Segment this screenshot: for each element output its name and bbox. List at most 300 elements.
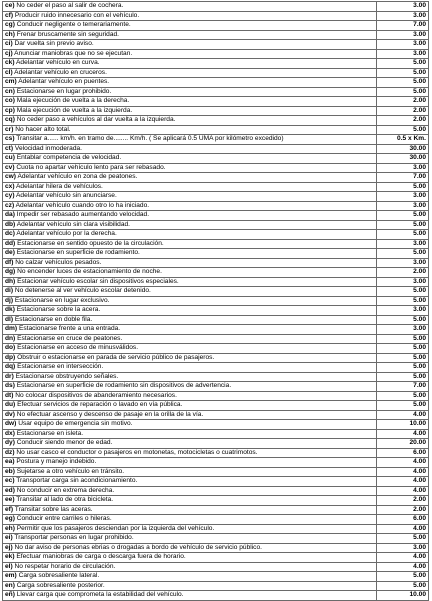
fine-description: No ceder paso a vehículos al dar vuelta a la izquierda.: [16, 116, 176, 124]
fine-description: Adelantar vehículo en puentes.: [18, 78, 110, 86]
fine-description: Producir ruido innecesario con el vehículo.: [14, 11, 140, 19]
fine-description: Impedir ser rebasado aumentando velocidad.: [16, 211, 150, 219]
fine-row: [3, 363, 429, 373]
fine-description: Adelantar vehículo sin anunciarse.: [16, 192, 117, 200]
fine-description: Transitar al lado de otra bicicleta.: [16, 496, 114, 504]
fine-description-cell: [3, 372, 377, 382]
fine-amount: 5.00: [377, 372, 429, 382]
fine-amount: 3.00: [377, 163, 429, 173]
fine-description-cell: [3, 154, 377, 164]
fine-row: [3, 353, 429, 363]
fine-amount: 2.00: [377, 97, 429, 107]
fine-code: eñ): [5, 591, 15, 599]
fine-row: [3, 277, 429, 287]
fine-description-cell: [3, 363, 377, 373]
fine-code: du): [5, 401, 16, 409]
fine-description: Adelantar vehículo por la derecha.: [16, 230, 117, 238]
fine-row: [3, 572, 429, 582]
fine-code: cj): [5, 49, 13, 57]
fine-description: Adelantar vehículo en cruceros.: [14, 68, 107, 76]
fine-description-cell: [3, 553, 377, 563]
fine-description: Estacionarse en superficie de rodamiento sin dispositivos de advertencia.: [16, 382, 232, 390]
fine-row: [3, 182, 429, 192]
fine-description: Anunciar maniobras que no se ejecutan.: [14, 49, 133, 57]
fine-description-cell: [3, 173, 377, 183]
fine-amount: 2.00: [377, 268, 429, 278]
fine-description: Adelantar vehículo en curva.: [16, 59, 100, 67]
fine-code: cy): [5, 192, 15, 200]
fine-description-cell: [3, 524, 377, 534]
fine-code: df): [5, 258, 14, 266]
fine-code: cv): [5, 163, 15, 171]
fine-description-cell: [3, 106, 377, 116]
fine-code: dh): [5, 277, 16, 285]
fine-code: dq): [5, 363, 16, 371]
fine-code: dk): [5, 306, 15, 314]
fine-description-cell: [3, 325, 377, 335]
fine-row: [3, 382, 429, 392]
fine-amount: 5.00: [377, 315, 429, 325]
fine-description: No ceder el paso al salir de cochera.: [16, 2, 124, 10]
fine-description-cell: [3, 420, 377, 430]
fine-code: cs): [5, 135, 15, 143]
fine-description: Estacionar vehículo escolar sin dispositivos especiales.: [17, 277, 179, 285]
fine-description: Mala ejecución de vuelta a la derecha.: [16, 97, 130, 105]
fine-row: [3, 144, 429, 154]
fine-row: [3, 249, 429, 259]
fine-code: ej): [5, 543, 13, 551]
fine-description-cell: [3, 249, 377, 259]
fine-amount: 5.00: [377, 534, 429, 544]
fine-code: cg): [5, 21, 15, 29]
fine-amount: 5.00: [377, 401, 429, 411]
fine-code: db): [5, 220, 16, 228]
fine-amount: 3.00: [377, 49, 429, 59]
fine-description-cell: [3, 439, 377, 449]
fine-row: [3, 401, 429, 411]
fine-row: [3, 505, 429, 515]
fine-description-cell: [3, 211, 377, 221]
fine-description-cell: [3, 287, 377, 297]
fine-row: [3, 553, 429, 563]
fine-code: dy): [5, 439, 15, 447]
fine-description: Efectuar maniobras de carga o descarga fuera de horario.: [16, 553, 186, 561]
fine-code: ek): [5, 553, 15, 561]
fine-code: ct): [5, 144, 14, 152]
fine-description: Adelantar vehículo en zona de peatones.: [17, 173, 138, 181]
fine-amount: 5.00: [377, 287, 429, 297]
fine-description-cell: [3, 448, 377, 458]
fine-amount: 4.00: [377, 562, 429, 572]
fine-description-cell: [3, 21, 377, 31]
fine-description: No encender luces de estacionamiento de noche.: [17, 268, 162, 276]
fine-row: [3, 420, 429, 430]
fine-row: [3, 173, 429, 183]
fine-description-cell: [3, 239, 377, 249]
fine-code: do): [5, 344, 16, 352]
fine-amount: 20.00: [377, 439, 429, 449]
fine-code: el): [5, 562, 13, 570]
fine-amount: 5.00: [377, 581, 429, 591]
fine-amount: 6.00: [377, 515, 429, 525]
fine-row: [3, 287, 429, 297]
fine-description-cell: [3, 486, 377, 496]
fine-row: [3, 163, 429, 173]
fine-row: [3, 429, 429, 439]
fine-description: Transitar a...... km/h. en tramo de........ Km/h. ( Se aplicará 0.5 UMA por kilómetro excedido): [16, 135, 284, 143]
fine-amount: 4.00: [377, 410, 429, 420]
fine-row: [3, 458, 429, 468]
fine-row: [3, 40, 429, 50]
fine-description: No hacer alto total.: [15, 125, 71, 133]
fine-description: Sujetarse a otro vehículo en tránsito.: [16, 467, 125, 475]
fine-row: [3, 11, 429, 21]
fine-description: Estacionarse en lugar exclusivo.: [14, 296, 110, 304]
fine-code: dg): [5, 268, 16, 276]
fine-description: Transportar personas en lugar prohibido.: [14, 534, 134, 542]
fine-description-cell: [3, 277, 377, 287]
fine-code: cn): [5, 87, 15, 95]
fines-table-body: [3, 2, 429, 601]
fine-row: [3, 562, 429, 572]
fine-description-cell: [3, 87, 377, 97]
fine-description-cell: [3, 477, 377, 487]
fine-row: [3, 467, 429, 477]
fine-amount: 5.00: [377, 249, 429, 259]
fine-row: [3, 334, 429, 344]
fine-amount: 4.00: [377, 477, 429, 487]
fine-row: [3, 515, 429, 525]
fine-code: ee): [5, 496, 15, 504]
fine-code: dt): [5, 391, 14, 399]
fine-code: cr): [5, 125, 14, 133]
fine-description: Entablar competencia de velocidad.: [16, 154, 122, 162]
fine-description: Adelantar vehículo sin clara visibilidad.: [16, 220, 130, 228]
fine-row: [3, 230, 429, 240]
fine-amount: 3.00: [377, 239, 429, 249]
fine-description-cell: [3, 163, 377, 173]
fine-row: [3, 192, 429, 202]
fine-amount: 7.00: [377, 173, 429, 183]
fine-row: [3, 49, 429, 59]
fine-amount: 10.00: [377, 420, 429, 430]
fine-amount: 4.00: [377, 553, 429, 563]
fine-row: [3, 477, 429, 487]
fine-description-cell: [3, 201, 377, 211]
fine-amount: 5.00: [377, 78, 429, 88]
fine-description-cell: [3, 144, 377, 154]
fine-code: cf): [5, 11, 14, 19]
fine-row: [3, 372, 429, 382]
fine-amount: 5.00: [377, 391, 429, 401]
fine-description-cell: [3, 429, 377, 439]
fine-amount: 5.00: [377, 353, 429, 363]
fine-description: No detenerse al ver vehículo escolar detenido.: [14, 287, 151, 295]
fine-code: cq): [5, 116, 15, 124]
fine-amount: 10.00: [377, 591, 429, 601]
fine-row: [3, 306, 429, 316]
fine-row: [3, 439, 429, 449]
fine-code: ei): [5, 534, 13, 542]
fine-amount: 5.00: [377, 572, 429, 582]
fine-amount: 5.00: [377, 87, 429, 97]
fine-amount: 3.00: [377, 306, 429, 316]
fine-amount: 3.00: [377, 30, 429, 40]
fine-description: Efectuar servicios de reparación o lavado en vía pública.: [17, 401, 183, 409]
fine-description: Carga sobresaliente posterior.: [16, 581, 105, 589]
fine-row: [3, 87, 429, 97]
fine-description: Conducir negligente o temerariamente.: [16, 21, 131, 29]
fine-description-cell: [3, 534, 377, 544]
fine-amount: 7.00: [377, 382, 429, 392]
fine-code: da): [5, 211, 15, 219]
fine-description-cell: [3, 230, 377, 240]
fine-description: Frenar bruscamente sin seguridad.: [16, 30, 119, 38]
fine-code: cu): [5, 154, 15, 162]
fine-description: Estacionarse en isleta.: [16, 429, 84, 437]
fine-amount: 5.00: [377, 230, 429, 240]
fine-description-cell: [3, 401, 377, 411]
fine-amount: 5.00: [377, 211, 429, 221]
fine-code: cx): [5, 182, 15, 190]
fine-amount: 3.00: [377, 277, 429, 287]
fine-row: [3, 268, 429, 278]
fine-row: [3, 239, 429, 249]
fine-code: ce): [5, 2, 15, 10]
fine-amount: 0.5 x Km.: [377, 135, 429, 145]
fine-row: [3, 125, 429, 135]
fine-code: ci): [5, 40, 13, 48]
fine-description: Estacionarse en lugar prohibido.: [16, 87, 112, 95]
fine-description: Transitar sobre las aceras.: [14, 505, 93, 513]
fine-row: [3, 211, 429, 221]
fine-code: eg): [5, 515, 15, 523]
fine-description-cell: [3, 382, 377, 392]
fine-code: cl): [5, 68, 13, 76]
fine-description: Usar equipo de emergencia sin motivo.: [18, 420, 133, 428]
fine-code: dd): [5, 239, 16, 247]
fine-description-cell: [3, 40, 377, 50]
fine-description-cell: [3, 258, 377, 268]
fine-row: [3, 258, 429, 268]
fine-amount: 5.00: [377, 59, 429, 69]
fine-description: Dar vuelta sin previo aviso.: [14, 40, 94, 48]
fine-code: en): [5, 581, 15, 589]
fine-row: [3, 201, 429, 211]
fine-amount: 30.00: [377, 154, 429, 164]
fine-description-cell: [3, 59, 377, 69]
fine-row: [3, 106, 429, 116]
fine-description-cell: [3, 68, 377, 78]
fine-description: Estacionarse frente a una entrada.: [18, 325, 121, 333]
fine-description: No usar casco el conductor o pasajeros en motonetas, motocicletas o cuatrimotos.: [16, 448, 258, 456]
fine-description: No efectuar ascenso y descenso de pasaje en la orilla de la vía.: [16, 410, 204, 418]
fines-table: [2, 1, 429, 601]
fine-description: Adelantar hilera de vehículos.: [16, 182, 103, 190]
fine-amount: 3.00: [377, 201, 429, 211]
fine-code: ef): [5, 505, 14, 513]
fine-amount: 4.00: [377, 467, 429, 477]
fine-row: [3, 524, 429, 534]
fine-amount: 2.00: [377, 505, 429, 515]
fine-code: cz): [5, 201, 15, 209]
fine-amount: 3.00: [377, 2, 429, 12]
fine-amount: 6.00: [377, 448, 429, 458]
fine-row: [3, 448, 429, 458]
fine-description: Estacionarse obstruyendo señales.: [15, 372, 119, 380]
fine-description-cell: [3, 182, 377, 192]
fine-description: Estacionarse en cruce de peatones.: [17, 334, 123, 342]
fine-amount: 5.00: [377, 68, 429, 78]
fine-code: dr): [5, 372, 14, 380]
fine-code: de): [5, 249, 15, 257]
fine-row: [3, 410, 429, 420]
fine-description-cell: [3, 543, 377, 553]
fine-amount: 3.00: [377, 543, 429, 553]
fine-row: [3, 296, 429, 306]
fine-description: Estacionarse en sentido opuesto de la circulación.: [17, 239, 164, 247]
fine-description: Estacionarse en superficie de rodamiento.: [16, 249, 140, 257]
fine-code: eb): [5, 467, 15, 475]
fine-row: [3, 154, 429, 164]
fine-row: [3, 97, 429, 107]
fine-code: dl): [5, 315, 14, 323]
fine-amount: 3.00: [377, 40, 429, 50]
fine-code: di): [5, 287, 14, 295]
fine-row: [3, 486, 429, 496]
fine-description: Cuota no apartar vehículo lento para ser rebasado.: [16, 163, 166, 171]
fine-code: dc): [5, 230, 15, 238]
fine-row: [3, 59, 429, 69]
fine-row: [3, 325, 429, 335]
fine-row: [3, 78, 429, 88]
fine-description: No dar aviso de personas ebrias o drogadas a bordo de vehículo de servicio público.: [14, 543, 262, 551]
fine-description-cell: [3, 306, 377, 316]
fine-amount: 5.00: [377, 220, 429, 230]
fine-description: Transportar carga sin acondicionamiento.: [16, 477, 138, 485]
fines-document: [2, 1, 428, 601]
fine-row: [3, 344, 429, 354]
fine-code: co): [5, 97, 15, 105]
fine-amount: 3.00: [377, 192, 429, 202]
fine-code: dv): [5, 410, 15, 418]
fine-description-cell: [3, 391, 377, 401]
fine-row: [3, 2, 429, 12]
fine-description: Velocidad inmoderada.: [14, 144, 82, 152]
fine-code: ed): [5, 486, 15, 494]
fine-description: Postura y manejo indebido.: [16, 458, 97, 466]
fine-description-cell: [3, 192, 377, 202]
fine-amount: 4.00: [377, 486, 429, 496]
fine-description-cell: [3, 220, 377, 230]
fine-description: Estacionarse en doble fila.: [14, 315, 93, 323]
fine-code: dx): [5, 429, 15, 437]
fine-row: [3, 543, 429, 553]
fine-description-cell: [3, 591, 377, 601]
fine-description: Carga sobresaliente lateral.: [18, 572, 100, 580]
fine-amount: 7.00: [377, 21, 429, 31]
fine-code: ec): [5, 477, 15, 485]
fine-amount: 30.00: [377, 144, 429, 154]
fine-description: Obstruir o estacionarse en parada de servicio público de pasajeros.: [17, 353, 215, 361]
fine-amount: 5.00: [377, 296, 429, 306]
fine-description-cell: [3, 125, 377, 135]
fine-code: cm): [5, 78, 17, 86]
fine-description-cell: [3, 315, 377, 325]
fine-row: [3, 68, 429, 78]
fine-code: dj): [5, 296, 14, 304]
fine-amount: 5.00: [377, 182, 429, 192]
fine-description-cell: [3, 458, 377, 468]
fine-description-cell: [3, 11, 377, 21]
fine-row: [3, 581, 429, 591]
fine-row: [3, 391, 429, 401]
fine-amount: 5.00: [377, 344, 429, 354]
fine-description-cell: [3, 467, 377, 477]
fine-description: Permitir que los pasajeros desciendan por la izquierda del vehículo.: [16, 524, 215, 532]
fine-description-cell: [3, 562, 377, 572]
fine-code: em): [5, 572, 17, 580]
fine-description: Mala ejecución de vuelta a la izquierda.: [16, 106, 133, 114]
fine-code: ds): [5, 382, 15, 390]
fine-amount: 5.00: [377, 334, 429, 344]
fine-amount: 3.00: [377, 11, 429, 21]
fine-row: [3, 315, 429, 325]
fine-amount: 3.00: [377, 258, 429, 268]
fine-code: dz): [5, 448, 15, 456]
fine-code: dp): [5, 353, 16, 361]
fine-amount: 2.00: [377, 106, 429, 116]
fine-code: ch): [5, 30, 15, 38]
fine-row: [3, 30, 429, 40]
fine-description: Estacionarse sobre la acera.: [16, 306, 101, 314]
fine-description-cell: [3, 135, 377, 145]
fine-row: [3, 220, 429, 230]
fine-description-cell: [3, 344, 377, 354]
fine-description-cell: [3, 30, 377, 40]
fine-amount: 2.00: [377, 496, 429, 506]
fine-row: [3, 116, 429, 126]
fine-description: Conducir entre carriles o hileras.: [16, 515, 112, 523]
fine-amount: 5.00: [377, 363, 429, 373]
fine-amount: 2.00: [377, 116, 429, 126]
fine-code: dw): [5, 420, 17, 428]
fine-description-cell: [3, 2, 377, 12]
fine-description: Estacionarse en acceso de minusválidos.: [17, 344, 139, 352]
fine-description-cell: [3, 353, 377, 363]
fine-description-cell: [3, 515, 377, 525]
fine-description-cell: [3, 268, 377, 278]
fine-row: [3, 21, 429, 31]
fine-code: dm): [5, 325, 18, 333]
fine-row: [3, 496, 429, 506]
fine-description-cell: [3, 296, 377, 306]
fine-description-cell: [3, 410, 377, 420]
fine-code: cw): [5, 173, 16, 181]
fine-amount: 4.00: [377, 458, 429, 468]
fine-code: ea): [5, 458, 15, 466]
fine-description-cell: [3, 334, 377, 344]
fine-description-cell: [3, 505, 377, 515]
fine-description: No respetar horario de circulación.: [14, 562, 116, 570]
fine-description: Llevar carga que comprometa la estabilidad del vehículo.: [16, 591, 184, 599]
fine-description-cell: [3, 496, 377, 506]
fine-description-cell: [3, 78, 377, 88]
fine-row: [3, 135, 429, 145]
fine-amount: 3.00: [377, 325, 429, 335]
fine-description: Conducir siendo menor de edad.: [16, 439, 113, 447]
fine-description: Adelantar vehículo cuando otro lo ha iniciado.: [15, 201, 150, 209]
